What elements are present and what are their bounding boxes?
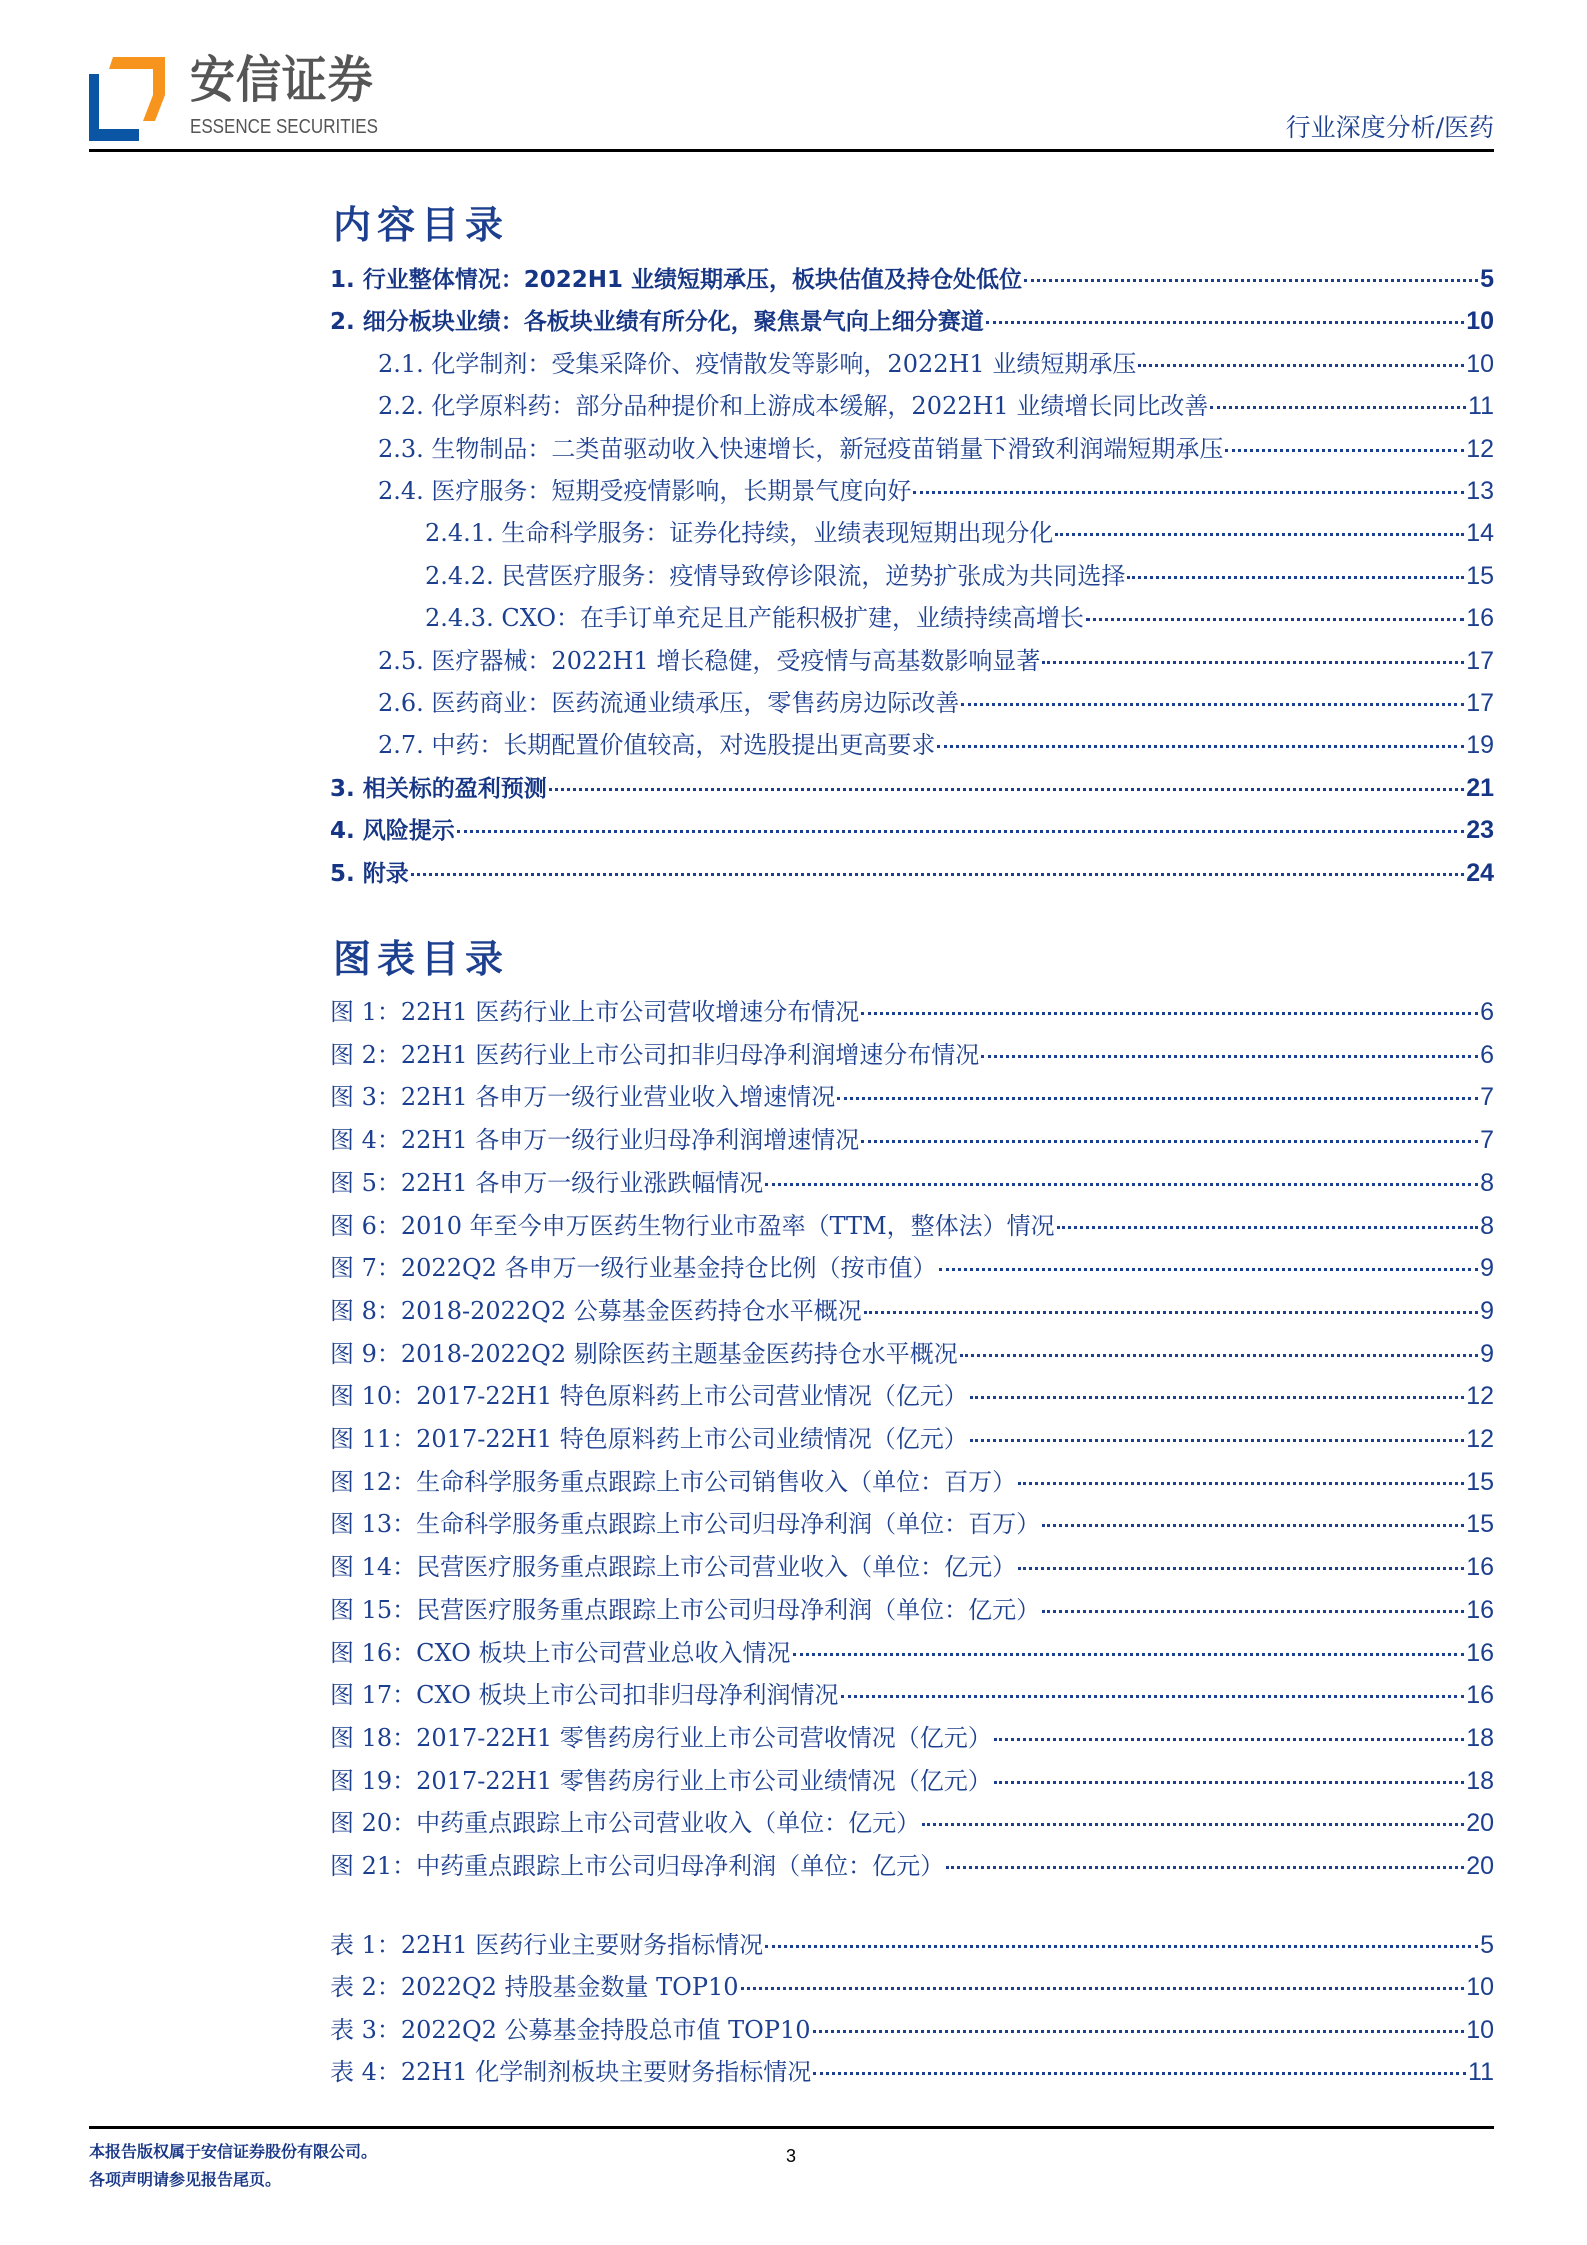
entry-page: 8	[1480, 1169, 1494, 1197]
toc-entry[interactable]	[330, 810, 1494, 850]
toc-entry[interactable]	[378, 641, 1494, 681]
dot-leader	[1057, 1226, 1478, 1229]
entry-page: 20	[1466, 1852, 1494, 1880]
dot-leader	[861, 1012, 1478, 1015]
figures-entry[interactable]	[330, 1504, 1494, 1544]
figures-entry[interactable]	[330, 1675, 1494, 1715]
toc-entry[interactable]	[425, 556, 1494, 596]
figures-entry[interactable]	[330, 1846, 1494, 1886]
toc-title: 内容目录	[333, 202, 510, 247]
dot-leader	[913, 491, 1464, 494]
entry-page: 12	[1466, 435, 1494, 463]
entry-title: 表 2：2022Q2 持股基金数量 TOP10	[330, 1973, 739, 2001]
entry-page: 13	[1466, 477, 1494, 505]
entry-page: 10	[1466, 1973, 1494, 2001]
entry-title: 3. 相关标的盈利预测	[330, 776, 547, 802]
entry-page: 19	[1466, 731, 1494, 759]
dot-leader	[961, 703, 1464, 706]
entry-title: 图 12：生命科学服务重点跟踪上市公司销售收入（单位：百万）	[330, 1468, 1017, 1496]
dot-leader	[841, 1695, 1465, 1698]
dot-leader	[1210, 406, 1466, 409]
entry-title: 2.4.3. CXO：在手订单充足且产能积极扩建，业绩持续高增长	[425, 604, 1085, 632]
entry-page: 21	[1466, 774, 1494, 802]
entry-page: 16	[1466, 1681, 1494, 1709]
entry-page: 11	[1468, 2058, 1494, 2086]
entry-title: 2.6. 医药商业：医药流通业绩承压，零售药房边际改善	[378, 689, 960, 717]
entry-page: 16	[1466, 1639, 1494, 1667]
entry-title: 2.4.1. 生命科学服务：证券化持续，业绩表现短期出现分化	[425, 519, 1054, 547]
figures-entry[interactable]	[330, 1334, 1494, 1374]
entry-page: 9	[1480, 1297, 1494, 1325]
dot-leader	[765, 1945, 1478, 1948]
tables-entry[interactable]	[330, 2052, 1494, 2092]
entry-title: 图 17：CXO 板块上市公司扣非归母净利润情况	[330, 1681, 839, 1709]
entry-page: 7	[1480, 1126, 1494, 1154]
entry-title: 图 3：22H1 各申万一级行业营业收入增速情况	[330, 1083, 836, 1111]
figures-entry[interactable]	[330, 1547, 1494, 1587]
toc-entry[interactable]	[378, 344, 1494, 384]
figures-entry[interactable]	[330, 1248, 1494, 1288]
dot-leader	[1024, 279, 1478, 282]
figures-entry[interactable]	[330, 1633, 1494, 1673]
dot-leader	[1042, 1610, 1464, 1613]
dot-leader	[1042, 661, 1464, 664]
entry-page: 23	[1466, 816, 1494, 844]
entry-title: 图 18：2017-22H1 零售药房行业上市公司营收情况（亿元）	[330, 1724, 992, 1752]
entry-title: 图 15：民营医疗服务重点跟踪上市公司归母净利润（单位：亿元）	[330, 1596, 1041, 1624]
entry-title: 图 21：中药重点跟踪上市公司归母净利润（单位：亿元）	[330, 1852, 945, 1880]
dot-leader	[939, 1268, 1479, 1271]
entry-page: 10	[1466, 350, 1494, 378]
dot-leader	[765, 1183, 1478, 1186]
figures-title: 图表目录	[333, 936, 510, 981]
entry-title: 图 9：2018-2022Q2 剔除医药主题基金医药持仓水平概况	[330, 1340, 958, 1368]
dot-leader	[1018, 1482, 1464, 1485]
entry-page: 20	[1466, 1809, 1494, 1837]
tables-entry[interactable]	[330, 1925, 1494, 1965]
toc-entry[interactable]	[378, 683, 1494, 723]
entry-page: 7	[1480, 1083, 1494, 1111]
entry-title: 图 16：CXO 板块上市公司营业总收入情况	[330, 1639, 791, 1667]
entry-title: 2.5. 医疗器械：2022H1 增长稳健，受疫情与高基数影响显著	[378, 647, 1041, 675]
entry-page: 12	[1466, 1382, 1494, 1410]
entry-page: 17	[1466, 689, 1494, 717]
page-number: 3	[786, 2146, 797, 2166]
entry-title: 图 13：生命科学服务重点跟踪上市公司归母净利润（单位：百万）	[330, 1510, 1041, 1538]
tables-entry[interactable]	[330, 2010, 1494, 2050]
disclaimer-text: 各项声明请参见报告尾页。	[89, 2170, 282, 2189]
entry-title: 图 4：22H1 各申万一级行业归母净利润增速情况	[330, 1126, 860, 1154]
entry-title: 图 1：22H1 医药行业上市公司营收增速分布情况	[330, 998, 860, 1026]
entry-title: 5. 附录	[330, 861, 409, 887]
entry-page: 17	[1466, 647, 1494, 675]
dot-leader	[994, 1738, 1464, 1741]
figures-entry[interactable]	[330, 1462, 1494, 1502]
dot-leader	[813, 2030, 1465, 2033]
entry-page: 18	[1466, 1767, 1494, 1795]
figures-entry[interactable]	[330, 1077, 1494, 1117]
dot-leader	[1018, 1567, 1464, 1570]
entry-title: 1. 行业整体情况：2022H1 业绩短期承压，板块估值及持仓处低位	[330, 267, 1023, 293]
entry-page: 10	[1466, 2016, 1494, 2044]
entry-title: 2.1. 化学制剂：受集采降价、疫情散发等影响，2022H1 业绩短期承压	[378, 350, 1137, 378]
entry-title: 图 7：2022Q2 各申万一级行业基金持仓比例（按市值）	[330, 1254, 937, 1282]
entry-page: 15	[1466, 1510, 1494, 1538]
entry-title: 图 5：22H1 各申万一级行业涨跌幅情况	[330, 1169, 764, 1197]
figures-entry[interactable]	[330, 1376, 1494, 1416]
toc-entry[interactable]	[378, 429, 1494, 469]
dot-leader	[1042, 1524, 1464, 1527]
toc-entry[interactable]	[425, 513, 1494, 553]
entry-page: 16	[1466, 1553, 1494, 1581]
entry-page: 10	[1466, 307, 1494, 335]
entry-title: 图 10：2017-22H1 特色原料药上市公司营业情况（亿元）	[330, 1382, 968, 1410]
figures-entry[interactable]	[330, 1419, 1494, 1459]
figures-entry[interactable]	[330, 1120, 1494, 1160]
dot-leader	[1225, 449, 1464, 452]
entry-page: 6	[1480, 1041, 1494, 1069]
toc-entry[interactable]	[378, 386, 1494, 426]
entry-page: 5	[1480, 265, 1494, 293]
figures-entry[interactable]	[330, 1163, 1494, 1203]
figures-entry[interactable]	[330, 992, 1494, 1032]
entry-title: 表 1：22H1 医药行业主要财务指标情况	[330, 1931, 764, 1959]
copyright-text: 本报告版权属于安信证券股份有限公司。	[89, 2142, 378, 2161]
tables-entry[interactable]	[330, 1967, 1494, 2007]
entry-page: 9	[1480, 1254, 1494, 1282]
entry-title: 表 3：2022Q2 公募基金持股总市值 TOP10	[330, 2016, 811, 2044]
toc-entry[interactable]	[425, 598, 1494, 638]
entry-page: 11	[1468, 392, 1494, 420]
toc-entry[interactable]	[378, 471, 1494, 511]
logo-text: 安信证券	[190, 51, 374, 109]
entry-page: 15	[1466, 562, 1494, 590]
toc-entry[interactable]	[378, 725, 1494, 765]
toc-entry[interactable]	[330, 768, 1494, 808]
dot-leader	[937, 745, 1464, 748]
entry-page: 8	[1480, 1212, 1494, 1240]
dot-leader	[946, 1866, 1464, 1869]
dot-leader	[994, 1781, 1464, 1784]
dot-leader	[457, 830, 1464, 833]
dot-leader	[813, 2072, 1466, 2075]
dot-leader	[970, 1396, 1464, 1399]
dot-leader	[793, 1653, 1465, 1656]
entry-page: 9	[1480, 1340, 1494, 1368]
entry-title: 表 4：22H1 化学制剂板块主要财务指标情况	[330, 2058, 812, 2086]
dot-leader	[1127, 576, 1464, 579]
dot-leader	[861, 1140, 1478, 1143]
dot-leader	[970, 1439, 1464, 1442]
dot-leader	[1138, 364, 1464, 367]
entry-title: 2.7. 中药：长期配置价值较高，对选股提出更高要求	[378, 731, 936, 759]
entry-title: 2. 细分板块业绩：各板块业绩有所分化，聚焦景气向上细分赛道	[330, 309, 984, 335]
header-divider	[89, 149, 1494, 152]
toc-entry[interactable]	[330, 301, 1494, 341]
entry-page: 24	[1466, 859, 1494, 887]
entry-title: 4. 风险提示	[330, 818, 455, 844]
figures-entry[interactable]	[330, 1035, 1494, 1075]
entry-page: 5	[1480, 1931, 1494, 1959]
figures-entry[interactable]	[330, 1803, 1494, 1843]
entry-page: 16	[1466, 1596, 1494, 1624]
footer-divider	[89, 2126, 1494, 2129]
entry-page: 18	[1466, 1724, 1494, 1752]
logo-subtext: ESSENCE SECURITIES	[190, 116, 378, 138]
figures-entry[interactable]	[330, 1590, 1494, 1630]
dot-leader	[837, 1097, 1478, 1100]
entry-page: 16	[1466, 604, 1494, 632]
entry-page: 14	[1466, 519, 1494, 547]
entry-title: 2.3. 生物制品：二类苗驱动收入快速增长，新冠疫苗销量下滑致利润端短期承压	[378, 435, 1224, 463]
toc-entry[interactable]	[330, 259, 1494, 299]
entry-title: 2.2. 化学原料药：部分品种提价和上游成本缓解，2022H1 业绩增长同比改善	[378, 392, 1209, 420]
entry-title: 图 14：民营医疗服务重点跟踪上市公司营业收入（单位：亿元）	[330, 1553, 1017, 1581]
entry-page: 15	[1466, 1468, 1494, 1496]
figures-entry[interactable]	[330, 1718, 1494, 1758]
figures-entry[interactable]	[330, 1291, 1494, 1331]
figures-entry[interactable]	[330, 1761, 1494, 1801]
figures-entry[interactable]	[330, 1206, 1494, 1246]
entry-title: 图 2：22H1 医药行业上市公司扣非归母净利润增速分布情况	[330, 1041, 980, 1069]
report-category: 行业深度分析/医药	[1285, 113, 1494, 142]
toc-entry[interactable]	[330, 853, 1494, 893]
footer-disclaimer	[89, 2138, 377, 2194]
dot-leader	[741, 1987, 1465, 1990]
dot-leader	[864, 1311, 1478, 1314]
entry-title: 图 19：2017-22H1 零售药房行业上市公司业绩情况（亿元）	[330, 1767, 992, 1795]
logo-icon	[89, 57, 165, 141]
entry-title: 图 20：中药重点跟踪上市公司营业收入（单位：亿元）	[330, 1809, 921, 1837]
dot-leader	[1055, 533, 1464, 536]
dot-leader	[411, 873, 1464, 876]
entry-page: 6	[1480, 998, 1494, 1026]
dot-leader	[960, 1354, 1478, 1357]
entry-title: 图 8：2018-2022Q2 公募基金医药持仓水平概况	[330, 1297, 862, 1325]
dot-leader	[981, 1055, 1478, 1058]
dot-leader	[922, 1823, 1464, 1826]
entry-page: 12	[1466, 1425, 1494, 1453]
dot-leader	[549, 788, 1464, 791]
dot-leader	[986, 321, 1464, 324]
entry-title: 图 6：2010 年至今申万医药生物行业市盈率（TTM，整体法）情况	[330, 1212, 1055, 1240]
dot-leader	[1086, 618, 1464, 621]
entry-title: 图 11：2017-22H1 特色原料药上市公司业绩情况（亿元）	[330, 1425, 968, 1453]
entry-title: 2.4.2. 民营医疗服务：疫情导致停诊限流，逆势扩张成为共同选择	[425, 562, 1126, 590]
entry-title: 2.4. 医疗服务：短期受疫情影响，长期景气度向好	[378, 477, 912, 505]
